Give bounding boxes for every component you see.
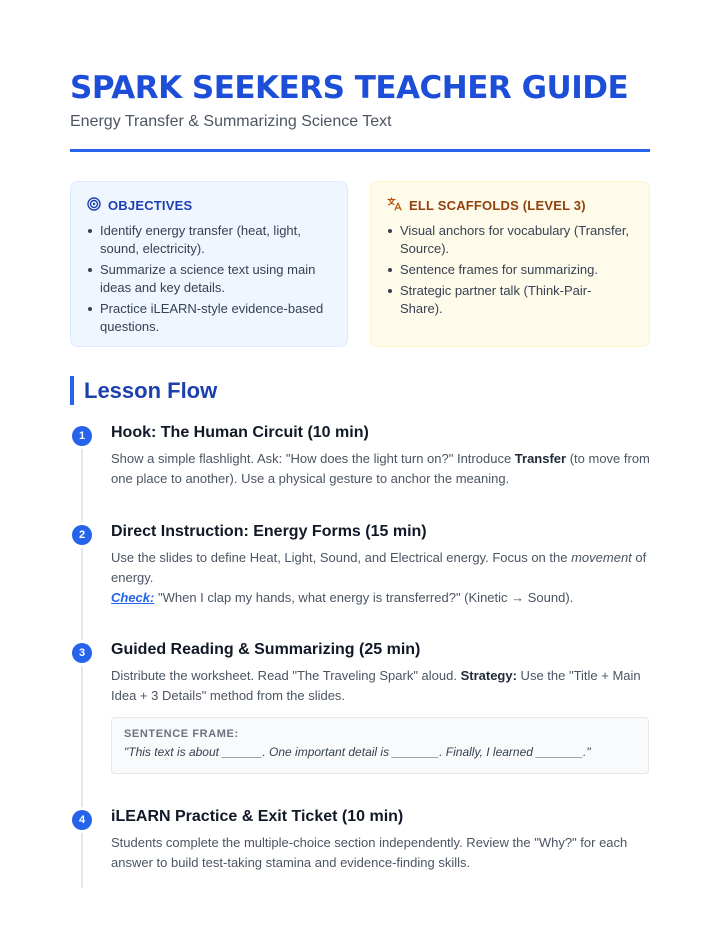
step-title: Guided Reading & Summarizing (25 min): [111, 641, 421, 658]
ell-item: Strategic partner talk (Think-Pair-Share).: [400, 282, 633, 318]
lesson-flow-heading: Lesson Flow: [84, 378, 218, 403]
step-title: Direct Instruction: Energy Forms (15 min): [111, 523, 427, 540]
step-description: Use the slides to define Heat, Light, Sound, and Electrical energy. Focus on the movement of energy. Check: "When I clap my hands, what energy is transferred?" (Kinetic → Sound).: [111, 550, 647, 605]
ell-list: [387, 222, 633, 318]
sentence-frame-text: "This text is about ______. One important detail is _______. Finally, I learned _______.": [124, 745, 591, 759]
objective-item: Practice iLEARN-style evidence-based questions.: [100, 300, 331, 336]
step-title: Hook: The Human Circuit (10 min): [111, 424, 369, 441]
objectives-header: [87, 196, 331, 214]
sentence-frame-label: SENTENCE FRAME:: [124, 728, 239, 740]
ell-item: Sentence frames for summarizing.: [400, 261, 633, 279]
translate-icon: [387, 197, 402, 214]
step-title: iLEARN Practice & Exit Ticket (10 min): [111, 808, 404, 825]
step-description: Show a simple flashlight. Ask: "How does the light turn on?" Introduce Transfer (to move from one place to another). Use a physical gesture to anchor the meaning.: [111, 451, 650, 486]
section-accent-bar: [70, 376, 74, 405]
objectives-heading: OBJECTIVES: [108, 197, 193, 213]
objective-item: Summarize a science text using main ideas and key details.: [100, 261, 331, 297]
title-divider: [70, 149, 650, 152]
page-subtitle: Energy Transfer & Summarizing Science Text: [70, 113, 392, 130]
step-number-badge: 3: [72, 643, 92, 663]
ell-item: Visual anchors for vocabulary (Transfer, Source).: [400, 222, 633, 258]
page-title: SPARK SEEKERS TEACHER GUIDE: [70, 70, 629, 106]
step-number-badge: 2: [72, 525, 92, 545]
step-number-badge: 1: [72, 426, 92, 446]
ell-scaffolds-card: [370, 181, 650, 347]
check-link[interactable]: Check:: [111, 590, 155, 605]
sentence-frame-box: [111, 717, 649, 774]
objective-item: Identify energy transfer (heat, light, sound, electricity).: [100, 222, 331, 258]
objectives-list: [87, 222, 331, 336]
objectives-card: [70, 181, 348, 347]
step-description: Students complete the multiple-choice section independently. Review the "Why?" for each answer to build test-taking stamina and evidence-finding skills.: [111, 835, 628, 870]
ell-header: [387, 196, 633, 214]
ell-heading: ELL SCAFFOLDS (LEVEL 3): [409, 197, 586, 213]
target-icon: [87, 197, 101, 214]
step-number-badge: 4: [72, 810, 92, 830]
step-description: Distribute the worksheet. Read "The Traveling Spark" aloud. Strategy: Use the "Title + Main Idea + 3 Details" method from the slides.: [111, 668, 641, 703]
